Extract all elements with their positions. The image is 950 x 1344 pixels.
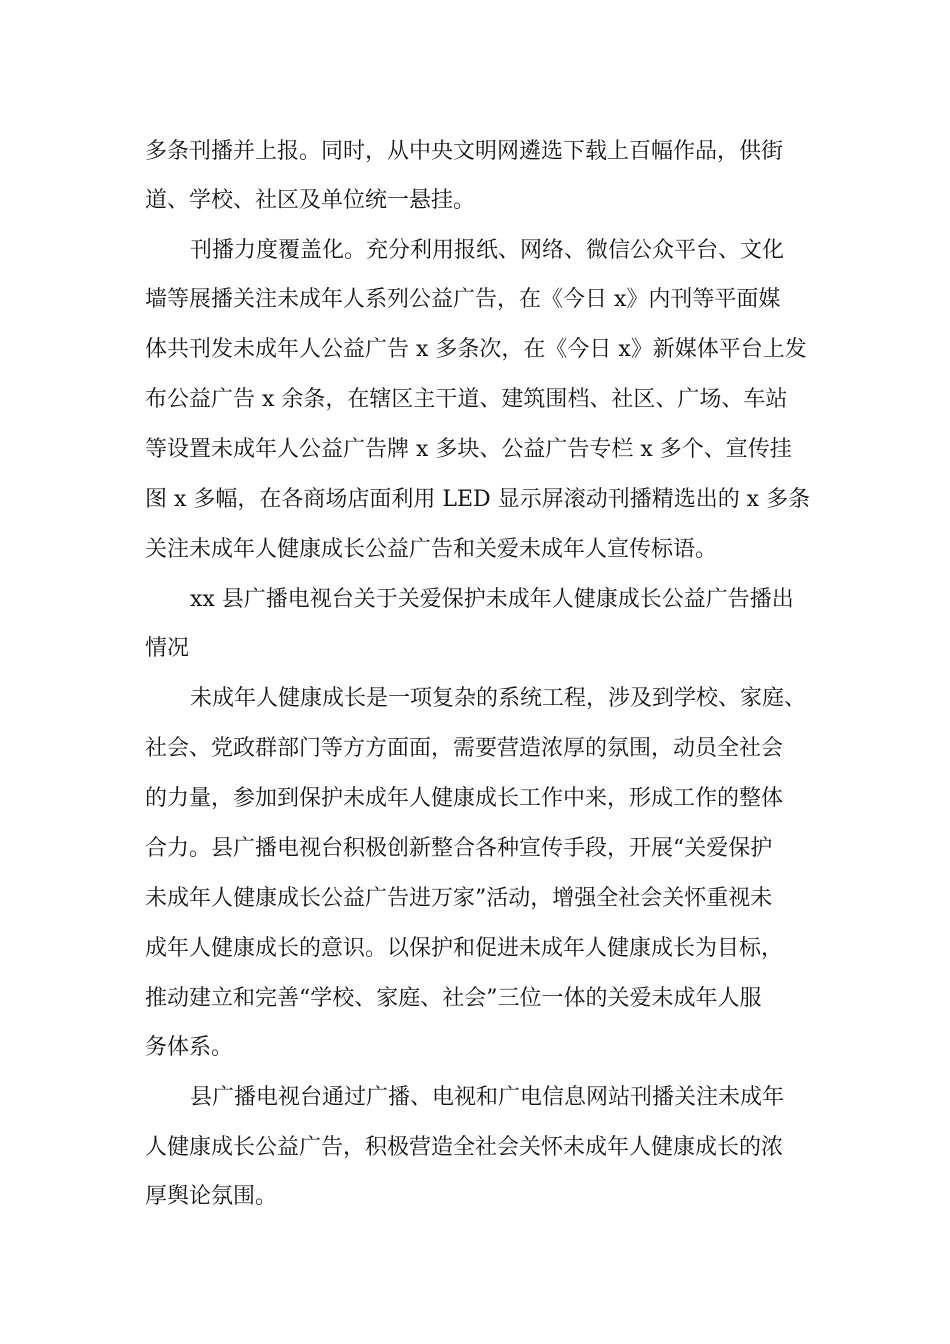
section-heading: xx 县广播电视台关于关爱保护未成年人健康成长公益广告播出 bbox=[190, 587, 794, 612]
text-line: 成年人健康成长的意识。以保护和促进未成年人健康成长为目标， bbox=[145, 936, 784, 961]
text-line: 图 x 多幅，在各商场店面利用 LED 显示屏滚动刊播精选出的 x 多条 bbox=[145, 487, 811, 512]
text-line: 厚舆论氛围。 bbox=[145, 1184, 278, 1209]
text-line: 社会、党政群部门等方方面面，需要营造浓厚的氛围，动员全社会 bbox=[145, 736, 784, 761]
text-line: 墙等展播关注未成年人系列公益广告，在《今日 x》内刊等平面媒 bbox=[145, 287, 781, 312]
text-line: 关注未成年人健康成长公益广告和关爱未成年人宣传标语。 bbox=[145, 537, 718, 562]
paragraph-first-line: 未成年人健康成长是一项复杂的系统工程，涉及到学校、家庭、 bbox=[190, 686, 807, 711]
paragraph-first-line: 县广播电视台通过广播、电视和广电信息网站刊播关注未成年 bbox=[190, 1085, 785, 1110]
paragraph-first-line: 刊播力度覆盖化。充分利用报纸、网络、微信公众平台、文化 bbox=[190, 238, 785, 263]
text-line: 推动建立和完善“学校、家庭、社会”三位一体的关爱未成年人服 bbox=[145, 986, 762, 1011]
text-line: 的力量，参加到保护未成年人健康成长工作中来，形成工作的整体 bbox=[145, 786, 784, 811]
text-line: 务体系。 bbox=[145, 1035, 234, 1060]
text-line: 多条刊播并上报。同时，从中央文明网遴选下载上百幅作品，供街 bbox=[145, 139, 784, 164]
text-line: 道、学校、社区及单位统一悬挂。 bbox=[145, 188, 476, 213]
text-line: 人健康成长公益广告，积极营造全社会关怀未成年人健康成长的浓 bbox=[145, 1135, 784, 1160]
text-line: 合力。县广播电视台积极创新整合各种宣传手段，开展“关爱保护 bbox=[145, 836, 773, 861]
section-heading-continued: 情况 bbox=[145, 636, 190, 661]
text-line: 体共刊发未成年人公益广告 x 多条次，在《今日 x》新媒体平台上发 bbox=[145, 337, 807, 362]
text-line: 布公益广告 x 余条，在辖区主干道、建筑围档、社区、广场、车站 bbox=[145, 387, 788, 412]
text-line: 未成年人健康成长公益广告进万家”活动，增强全社会关怀重视未 bbox=[145, 886, 773, 911]
text-line: 等设置未成年人公益广告牌 x 多块、公益广告专栏 x 多个、宣传挂 bbox=[145, 437, 792, 462]
